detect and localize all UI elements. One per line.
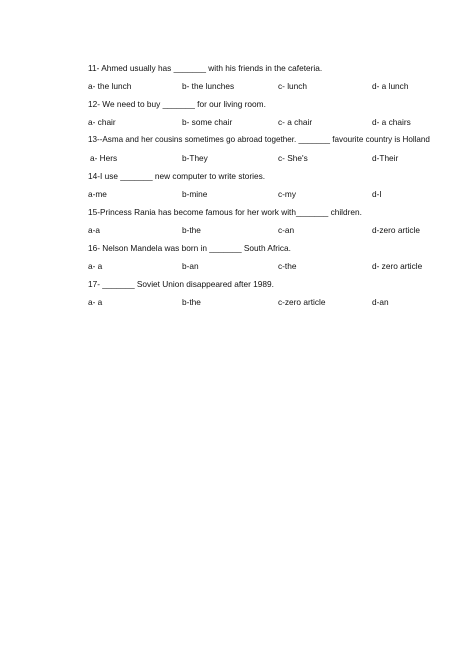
question-15-option-a: a-a (88, 225, 100, 235)
question-17-option-c: c-zero article (278, 297, 326, 307)
question-17-option-b: b-the (182, 297, 201, 307)
question-12-option-b: b- some chair (182, 117, 233, 127)
question-13-option-d: d-Their (372, 153, 399, 163)
question-13-option-c: c- She's (278, 153, 308, 163)
question-15-option-b: b-the (182, 225, 201, 235)
question-11-option-a: a- the lunch (88, 81, 132, 91)
question-14-option-c: c-my (278, 189, 296, 199)
question-12-text: 12- We need to buy _______ for our living room. (88, 99, 266, 109)
question-14-option-d: d-I (372, 189, 382, 199)
question-11-text: 11- Ahmed usually has _______ with his friends in the cafeteria. (88, 63, 323, 73)
question-14-option-a: a-me (88, 189, 107, 199)
question-16-option-c: c-the (278, 261, 297, 271)
question-16-option-a: a- a (88, 261, 103, 271)
question-12-option-d: d- a chairs (372, 117, 411, 127)
question-17-option-d: d-an (372, 297, 389, 307)
question-15-option-c: c-an (278, 225, 295, 235)
question-13-text: 13--Asma and her cousins sometimes go abroad together. _______ favourite country is Holland (88, 135, 430, 144)
question-14-text: 14-I use _______ new computer to write stories. (88, 171, 266, 181)
question-17-option-a: a- a (88, 297, 103, 307)
question-11-option-d: d- a lunch (372, 81, 409, 91)
question-15-option-d: d-zero article (372, 225, 420, 235)
question-13-option-a: a- Hers (90, 153, 118, 163)
question-16-option-d: d- zero article (372, 261, 423, 271)
question-16-text: 16- Nelson Mandela was born in _______ South Africa. (88, 243, 291, 253)
question-12-option-a: a- chair (88, 117, 116, 127)
question-11-option-c: c- lunch (278, 81, 308, 91)
question-17-text: 17- _______ Soviet Union disappeared after 1989. (88, 279, 274, 289)
question-14-option-b: b-mine (182, 189, 208, 199)
question-15-text: 15-Princess Rania has become famous for her work with_______ children. (88, 207, 362, 217)
question-11-option-b: b- the lunches (182, 81, 235, 91)
question-12-option-c: c- a chair (278, 117, 313, 127)
question-13-option-b: b-They (182, 153, 208, 163)
question-16-option-b: b-an (182, 261, 199, 271)
